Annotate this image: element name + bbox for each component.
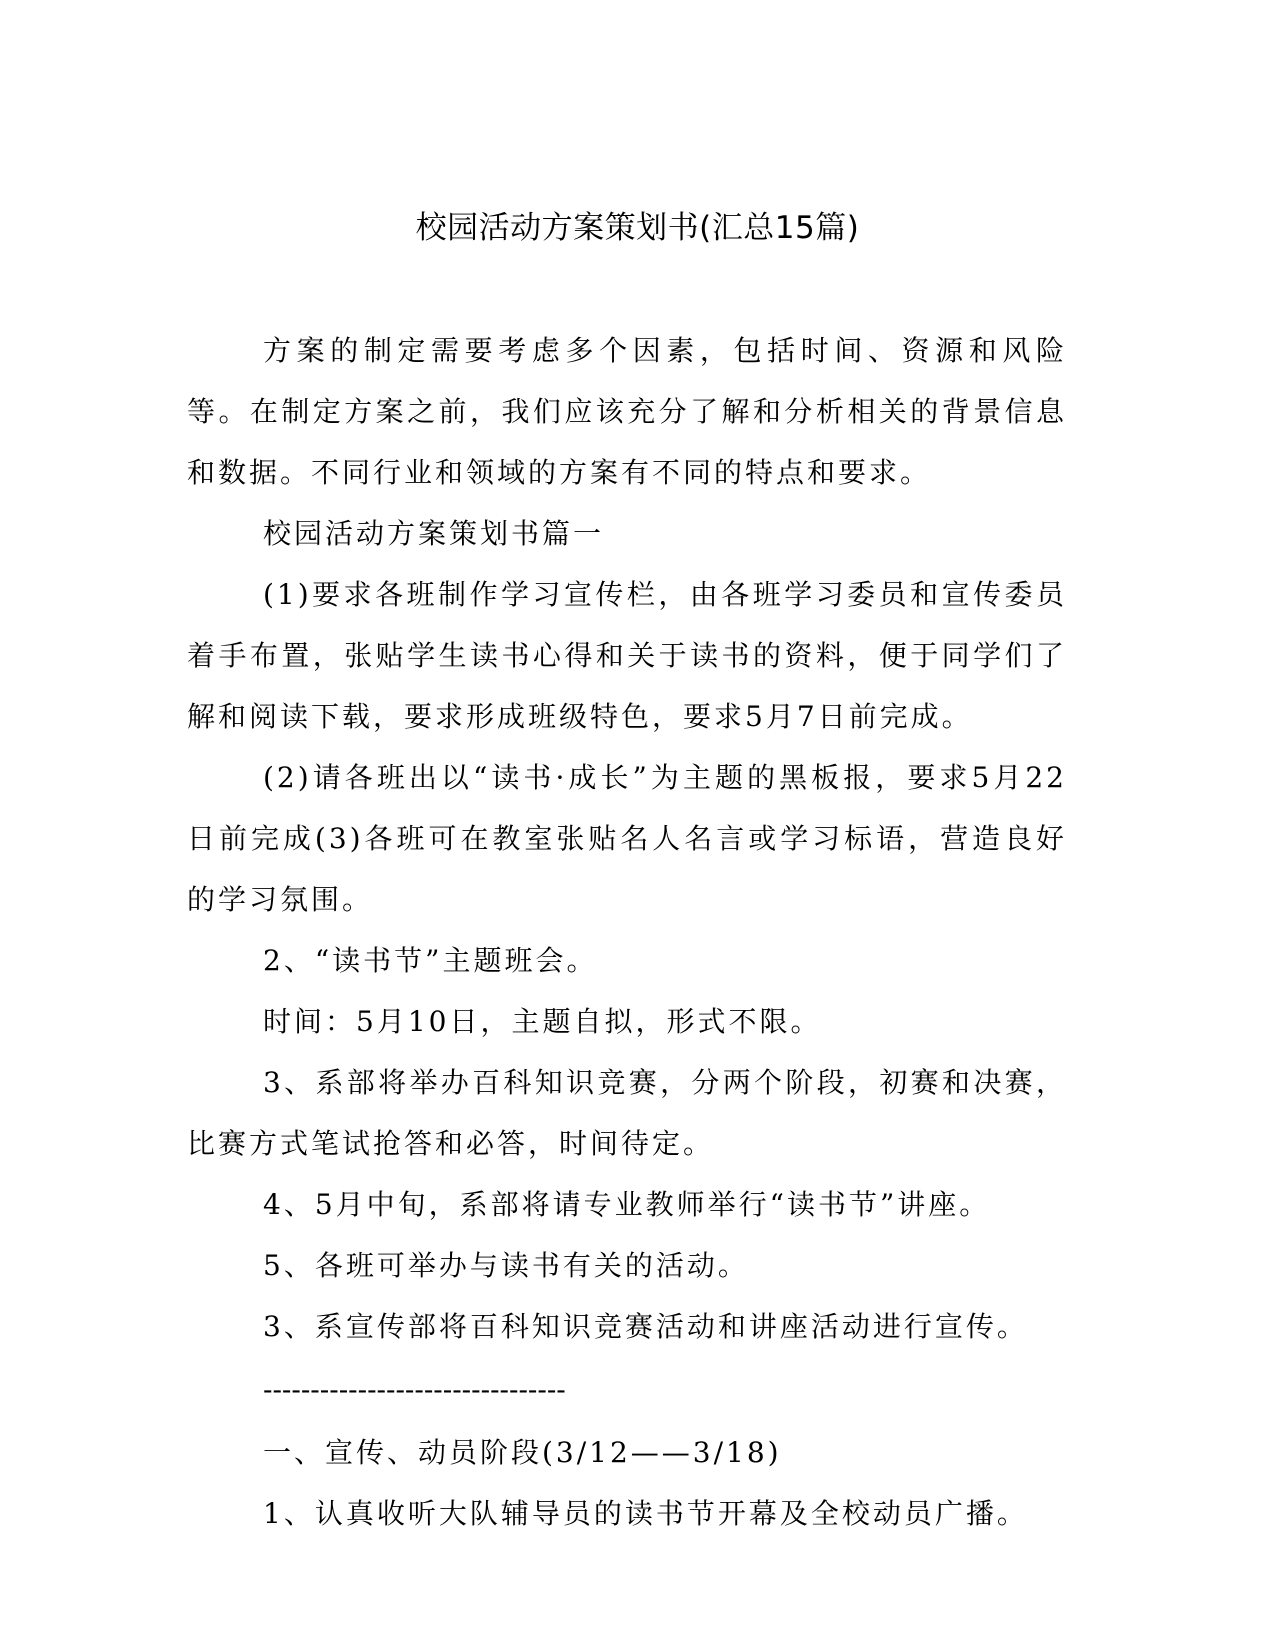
item-paragraph: 4、5月中旬，系部将请专业教师举行“读书节”讲座。 (263, 1188, 991, 1221)
document-body (187, 320, 1067, 1544)
item-paragraph: 5、各班可举办与读书有关的活动。 (263, 1249, 749, 1282)
section-heading: 校园活动方案策划书篇一 (263, 517, 605, 550)
item-paragraph: 1、认真收听大队辅导员的读书节开幕及全校动员广播。 (263, 1497, 1028, 1530)
document-title: 校园活动方案策划书(汇总15篇) (415, 210, 860, 246)
item-paragraph: 时间：5月10日，主题自拟，形式不限。 (263, 1005, 822, 1038)
item-paragraph: 2、“读书节”主题班会。 (263, 944, 598, 977)
item-paragraph: (2)请各班出以“读书·成长”为主题的黑板报，要求5月22日前完成(3)各班可在教室张贴名人名言或学习标语，营造良好的学习氛围。 (187, 761, 1067, 916)
item-paragraph: 3、系部将举办百科知识竞赛，分两个阶段，初赛和决赛，比赛方式笔试抢答和必答，时间待定。 (187, 1066, 1067, 1160)
stage-heading: 一、宣传、动员阶段(3/12——3/18) (263, 1436, 782, 1469)
item-paragraph: 3、系宣传部将百科知识竞赛活动和讲座活动进行宣传。 (263, 1310, 1028, 1343)
item-paragraph: (1)要求各班制作学习宣传栏，由各班学习委员和宣传委员着手布置，张贴学生读书心得和关于读书的资料，便于同学们了解和阅读下载，要求形成班级特色，要求5月7日前完成。 (187, 578, 1067, 733)
dashed-divider: -------------------------------- (263, 1373, 566, 1406)
intro-paragraph: 方案的制定需要考虑多个因素，包括时间、资源和风险等。在制定方案之前，我们应该充分了解和分析相关的背景信息和数据。不同行业和领域的方案有不同的特点和要求。 (187, 334, 1067, 489)
